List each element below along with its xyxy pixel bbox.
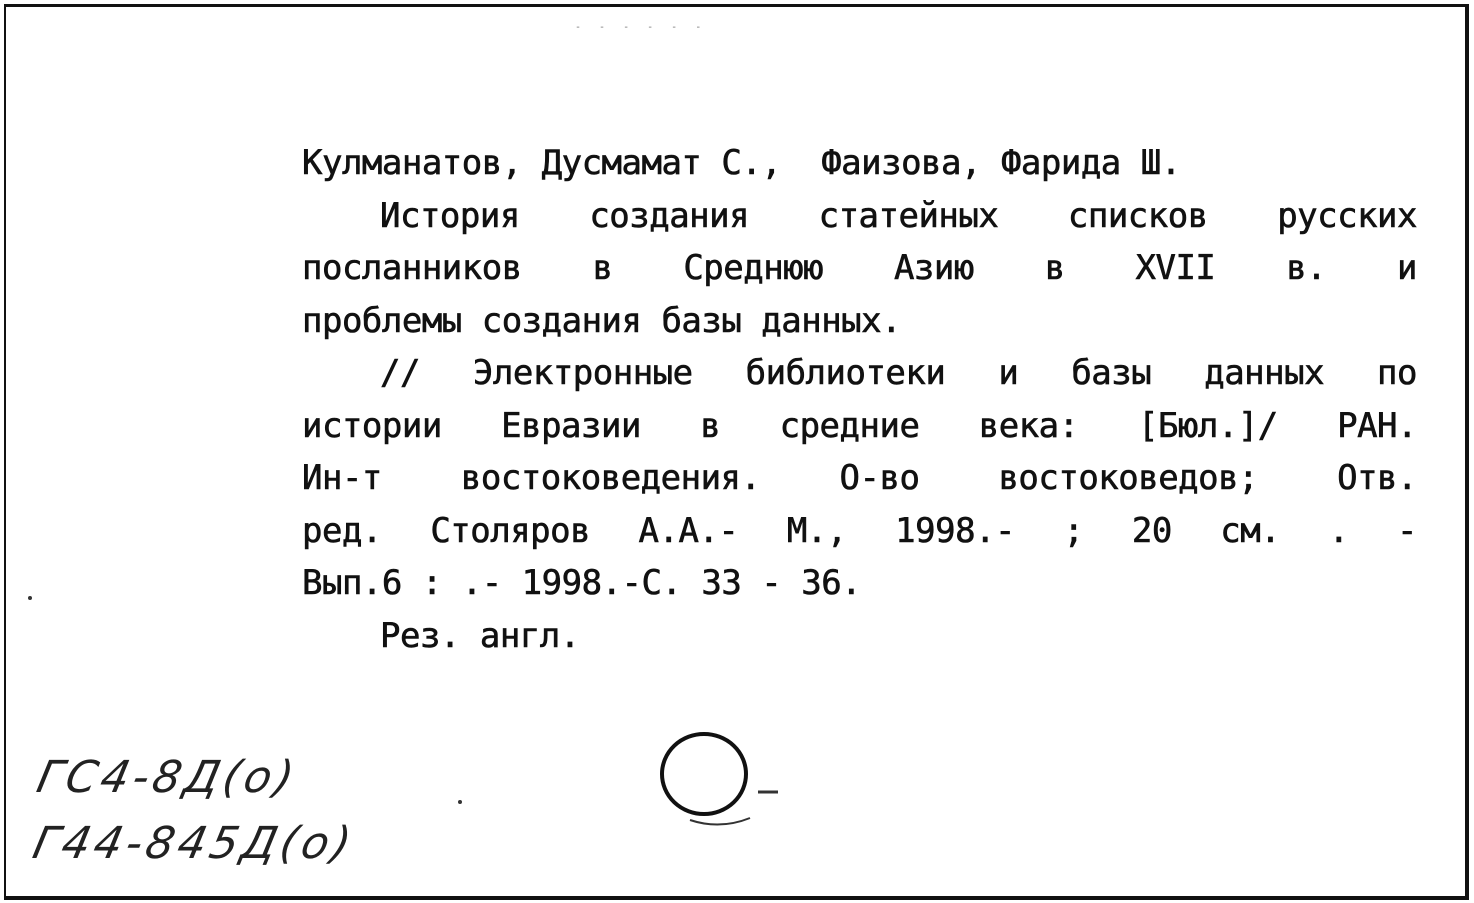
shelfmark-2: Г44-845Д(о): [28, 818, 360, 869]
note-line: Рез. англ.: [380, 615, 580, 656]
source-line-5: Вып.6 : .- 1998.-С. 33 - 36.: [302, 563, 862, 603]
speck: [458, 800, 462, 804]
bibliographic-record: [302, 137, 1417, 662]
source-line-3: Ин-т востоковедения. О-во востоковедов; Отв.: [302, 458, 1417, 498]
top-mark: - - - - - -: [575, 22, 708, 33]
author-line: Кулманатов, Дусмамат С., Фаизова, Фарида Ш.: [302, 143, 1181, 183]
source-line-4: ред. Столяров А.А.- М., 1998.- ; 20 см. . -: [302, 510, 1417, 551]
source-line-2: истории Евразии в средние века: [Бюл.]/ РАН.: [302, 405, 1417, 446]
speck: [28, 596, 32, 600]
shelfmark-1: ГС4-8Д(о): [32, 752, 303, 803]
title-line-3: проблемы создания базы данных.: [302, 300, 902, 341]
source-line-1: // Электронные библиотеки и базы данных по: [380, 353, 1417, 393]
title-line-1: История создания статейных списков русских: [380, 195, 1417, 236]
title-line-2: посланников в Среднюю Азию в XVII в. и: [302, 248, 1417, 288]
punch-hole-icon: [660, 730, 790, 840]
